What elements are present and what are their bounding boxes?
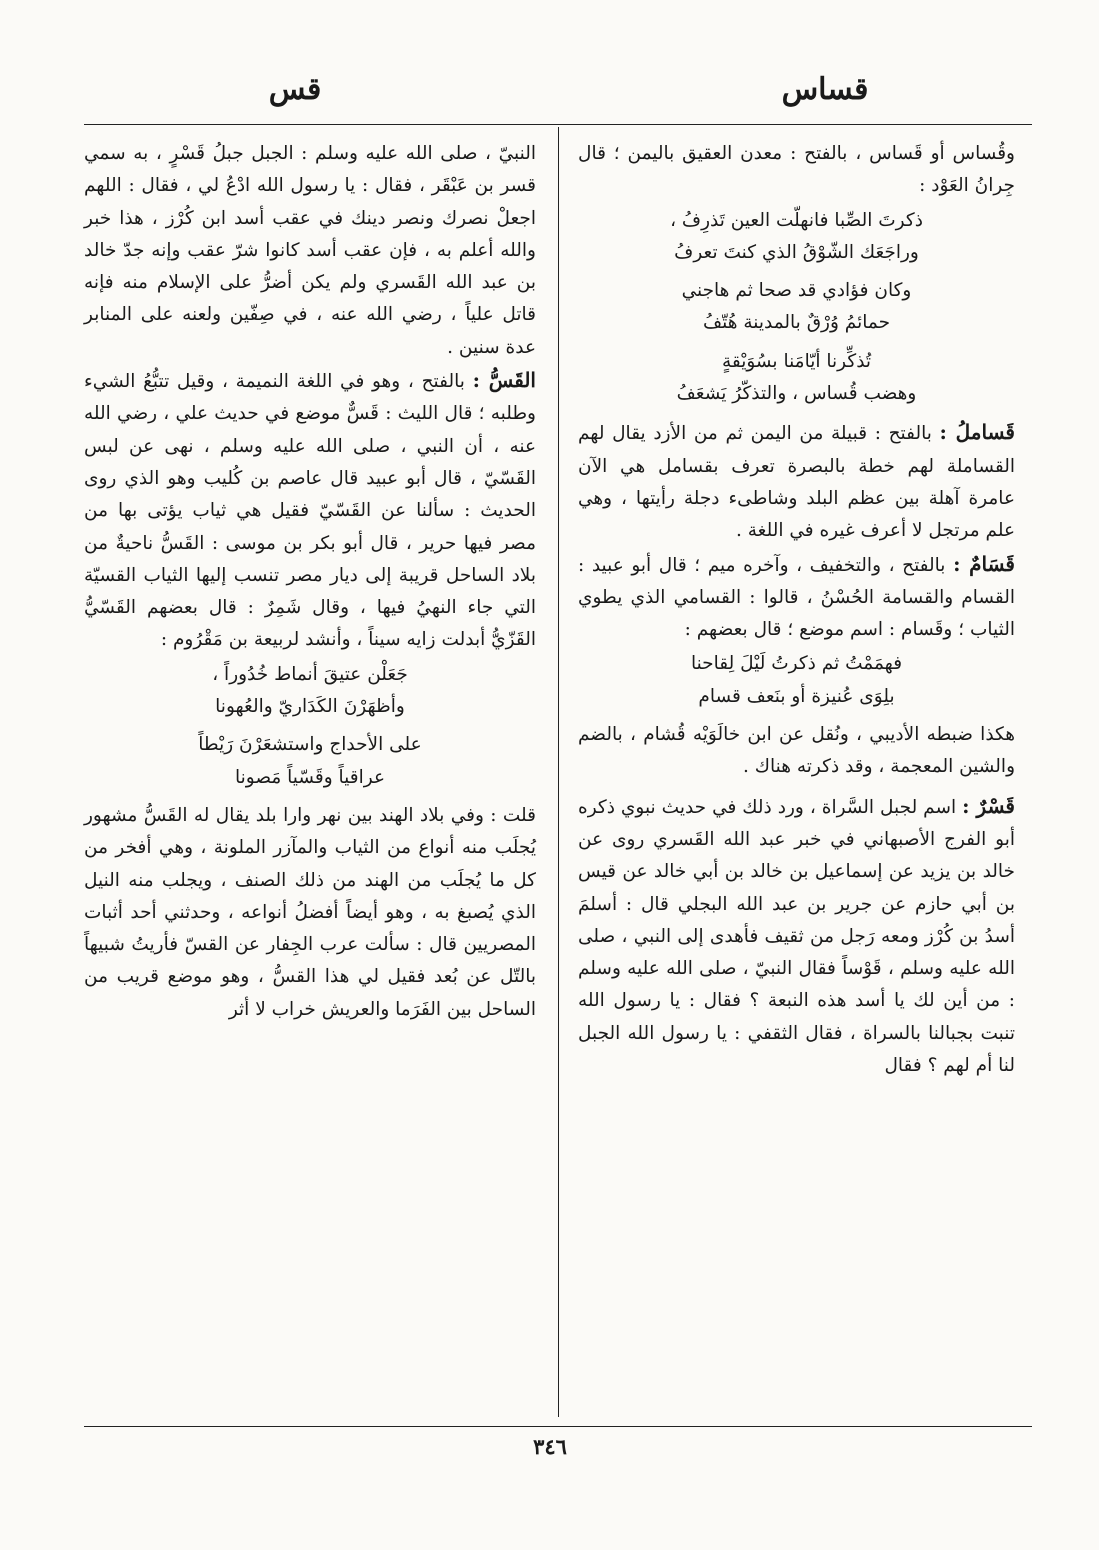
poem-3 bbox=[84, 659, 536, 794]
entry-text: بالفتح ، وهو في اللغة النميمة ، وقيل تتبُّعُ الشيء وطلبه ؛ قال الليث : قَسٌّ موضع في حديث علي ، رضي الله عنه ، أن النبي ، صلى الله عليه وسلم ، نهى عن لبس القَسّيّ ، قال أبو عبيد قال عاصم بن كُليب وهو الذي روى الحديث : سألنا عن القَسّيّ فقيل هي ثياب يؤتى بها من مصر فيها حرير ، قال أبو بكر بن موسى : القَسُّ ناحيةٌ من بلاد الساحل قريبة إلى ديار مصر تنسب إليها الثياب القسيّة التي جاء النهيُ فيها ، وقال شَمِرٌ : قال بعضهم القَسّيُّ القَزّيُّ أبدلت زايه سيناً ، وأنشد لربيعة بن مَقْرُوم : bbox=[84, 371, 536, 651]
footer-rule bbox=[84, 1426, 1032, 1427]
verse-line: على الأحداج واستشعَرْنَ رَيْطاً bbox=[198, 734, 422, 756]
verse-line: حمائمُ وُرْقٌ بالمدينة هُتّفُ bbox=[702, 312, 891, 334]
right-column bbox=[578, 138, 1015, 1082]
verse-line: فهمَمْتُ ثم ذكرتُ لَيْلَ لِقاحنا bbox=[690, 653, 903, 675]
entry-qasam bbox=[578, 548, 1015, 647]
entry-text: بالفتح : قبيلة من اليمن ثم من الأزد يقال لهم القساملة لهم خطة بالبصرة تعرف بقسامل هي الآن عامرة آهلة بين عظم البلد وشاطىء دجلة رأيتها ، وهي علم مرتجل لا أعرف غيره في اللغة . bbox=[578, 423, 1015, 542]
headword: قَسَامٌ : bbox=[953, 551, 1015, 576]
running-header-right: قساس bbox=[781, 72, 869, 107]
verse-line: وكان فؤادي قد صحا ثم هاجني bbox=[681, 280, 912, 302]
verse-line: ذكرتَ الصِّبا فانهلّت العين تَذرِفُ ، bbox=[670, 209, 923, 231]
headword: قَساملُ : bbox=[939, 420, 1015, 445]
verse-line: عراقياً وقَسّياً مَصونا bbox=[234, 766, 385, 788]
verse-line: جَعَلْن عتيقَ أنماط خُدُوراً ، bbox=[212, 663, 408, 685]
entry-qasr bbox=[578, 790, 1015, 1083]
entry-qasam-note: هكذا ضبطه الأديبي ، ونُقل عن ابن خالَوَيْه قُشام ، بالضم والشين المعجمة ، وقد ذكرته هناك . bbox=[578, 724, 1015, 778]
entry-text: بالفتح ، والتخفيف ، وآخره ميم ؛ قال أبو عبيد : القسام والقسامة الحُسْنُ ، قالوا : القسامي الذي يطوي الثياب ؛ وقَسام : اسم موضع ؛ قال بعضهم : bbox=[578, 554, 1015, 641]
poem-2 bbox=[578, 648, 1015, 713]
verse-line: وراجَعَك الشّوْقُ الذي كنتَ تعرفُ bbox=[674, 241, 919, 263]
verse-line: تُذكِّرنا أيّامَنا بسُوَيْقةٍ bbox=[721, 350, 872, 372]
verse-line: بلِوَى عُنيزة أو بنَعف قسام bbox=[698, 685, 895, 707]
header-rule bbox=[84, 124, 1032, 125]
entry-al-qass-note: قلت : وفي بلاد الهند بين نهر وارا بلد يقال له القَسُّ مشهور يُجلَب منه أنواع من الثياب والمآزر الملونة ، وهي أفخر من كل ما يُجلَب من الهند من ذلك الصنف ، ويجلب منه النيل الذي يُصبغ به ، وهو أيضاً أفضلُ أنواعه ، وحدثني أحد أثبات المصريين قال : سألت عرب الجِفار عن القسّ فأريتُ شبيهاً بالتّل عن بُعد فقيل لي هذا القسُّ ، وهو موضع قريب من الساحل بين الفَرَما والعريش خراب لا أثر bbox=[84, 804, 536, 1020]
running-header-left: قس bbox=[268, 72, 322, 107]
column-divider bbox=[558, 127, 559, 1417]
headword: قَسْرٌ : bbox=[962, 793, 1015, 818]
page-number: ٣٤٦ bbox=[533, 1434, 567, 1459]
headword: القَسُّ : bbox=[472, 368, 536, 393]
entry-qusas-text: وقُساس أو قَساس ، بالفتح : معدن العقيق باليمن ؛ قال جِرانُ العَوْد : bbox=[578, 143, 1015, 197]
entry-qasr-continued: النبيّ ، صلى الله عليه وسلم : الجبل جبلُ قَسْرٍ ، به سمي قسر بن عَبْقَر ، فقال : يا رسول الله ادْعُ لي ، فقال : اللهم اجعلْ نصرك ونصر دينك في عقب أسد ابن كُرْز ، هذا خبر والله أعلم به ، فإن عقب أسد كانوا شرّ عقب وإنه جدّ خالد بن عبد الله القَسري ولم يكن أضرُّ على الإسلام منه فإنه قاتل علياً ، رضي الله عنه ، في صِفّين ولعنه على المنابر عدة سنين . bbox=[84, 143, 536, 358]
entry-al-qass bbox=[84, 364, 536, 657]
left-column bbox=[84, 138, 536, 1026]
verse-line: وأظهَرْنَ الكَدَاريّ والعُهونا bbox=[215, 696, 405, 718]
verse-line: وهضب قُساس ، والتذكّرُ يَشعَفُ bbox=[676, 383, 917, 405]
entry-text: اسم لجبل السَّراة ، ورد ذلك في حديث نبوي ذكره أبو الفرج الأصبهاني في خبر عبد الله القَسري روى عن خالد بن يزيد عن إسماعيل بن خالد بن أبي خالد عن قيس بن أبي حازم عن جرير بن عبد الله البجلي قال : أسلمَ أسدُ بن كُرْز ومعه رَجل من ثقيف فأهدى إلى النبي ، صلى الله عليه وسلم ، قَوْساً فقال النبيّ ، صلى الله عليه وسلم : من أين لك يا أسد هذه النبعة ؟ فقال : يا رسول الله تنبت بجبالنا بالسراة ، فقال الثقفي : يا رسول الله الجبل لنا أم لهم ؟ فقال bbox=[578, 796, 1015, 1077]
entry-qasamil bbox=[578, 416, 1015, 547]
poem-1 bbox=[578, 205, 1015, 411]
